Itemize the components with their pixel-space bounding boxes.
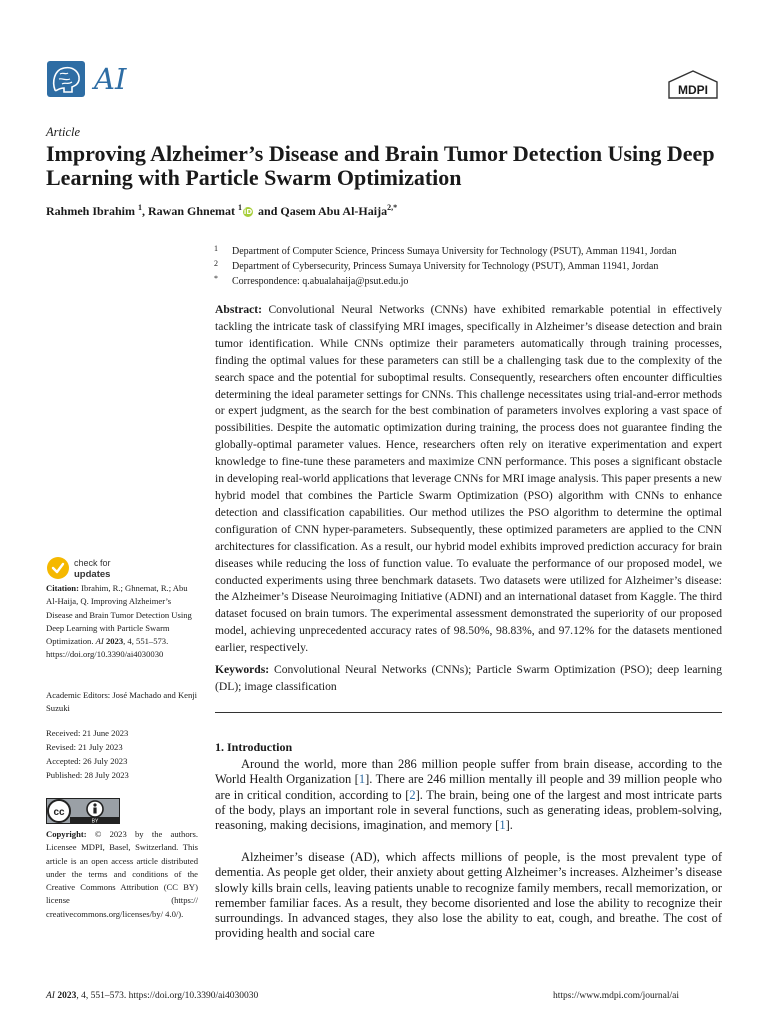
abstract [215, 302, 722, 657]
date-revised: Revised: 21 July 2023 [46, 742, 123, 752]
citation-link[interactable]: 1 [358, 772, 366, 787]
intro-paragraph: Alzheimer’s disease (AD), which affects millions of people, is the most prevalent type of dementia. As people get older, their anxiety about getting Alzheimer’s increases. Alzheimer’s disease slowly kills brain cells, leaving patients unable to recognize family members, recall memorization, or remember familiar faces. As a result, they become disoriented and lose the ability to recognize their surroundings. In advanced stages, they also lose the ability to eat, cough, and breathe. The cost of providing health and social care [215, 850, 722, 941]
intro-paragraph [215, 757, 722, 833]
footer-year: 2023 [57, 991, 77, 1001]
footer-citation [46, 991, 258, 1001]
affiliation-number: 1 [214, 244, 218, 253]
footer-journal: AI [46, 991, 55, 1001]
date-published: Published: 28 July 2023 [46, 770, 129, 780]
footer-journal-url[interactable]: https://www.mdpi.com/journal/ai [553, 991, 680, 1001]
copyright-text: © 2023 by the authors. Licensee MDPI, Basel, Switzerland. This article is an open access article distributed under the terms and conditions of the Creative Commons Attribution (CC BY) license (https:// creativecommons.org/licenses/by/ 4.0/). [46, 829, 198, 919]
affiliation-number: * [214, 274, 218, 283]
date-accepted: Accepted: 26 July 2023 [46, 756, 128, 766]
check-label-1: check for [74, 558, 111, 568]
correspondence-text: Correspondence: q.abualahaija@psut.edu.jo [232, 276, 409, 287]
author-name: Rawan Ghnemat [148, 204, 236, 218]
author-affiliation-number: 1 [138, 203, 143, 212]
section-divider [215, 712, 722, 713]
svg-text:cc: cc [53, 807, 65, 818]
orcid-icon[interactable]: iD [243, 208, 253, 216]
author-list: Rahmeh Ibrahim $^1$, Rawan Ghnemat $^1$ iD and Qasem Abu Al-Haija$^{2,*}$ [46, 203, 398, 218]
check-label-2: updates [74, 569, 111, 580]
academic-editors: Academic Editors: José Machado and Kenji Suzuki [46, 690, 198, 714]
paragraph-text: ]. The brain, being one of the largest and most intricate parts of the body, plays an important role in several functions, such as generating ideas, problem-solving, reasoning, making decisions, imagination, and memory [ [215, 787, 722, 833]
check-icon [47, 557, 69, 579]
copyright-label: Copyright: [46, 829, 87, 839]
abstract-text: Convolutional Neural Networks (CNNs) have exhibited remarkable potential in effectively tackling the intricate task of classifying MRI images, specifically in Alzheimer’s disease detection and brain tumor identification. While CNNs optimize their parameters automatically through training processes, finding the optimal values for these parameters can still be a challenging task due to the complexity of the search space and the potential for suboptimal results. Consequently, researchers often encounter difficulties determining the ideal parameter settings for CNNs. This challenge necessitates using trial-and-error methods or expert judgment, as the search for the best combination of parameters involves exploring a vast space of possibilities. Despite the automatic optimization during training, the process does not guarantee finding the globally-optimal parameter values. Hence, researchers often rely on iterative experimentation and expert knowledge to fine-tune these parameters and maximize CNN performance. This poses a significant obstacle in developing real-world applications that leverage CNNs for MRI image analysis. This paper presents a new hybrid model that combines the Particle Swarm Optimization (PSO) algorithm with CNNs to enhance detection and classification capabilities. Our method utilizes the PSO algorithm to determine the optimal configuration of CNN hyper-parameters. Subsequently, these optimized parameters are applied to the CNN architectures for classification. As a result, our hybrid model exhibits improved prediction accuracy for brain diseases while reducing the loss of function value. To evaluate the performance of our proposed model, we conducted experiments using three benchmark datasets. Two datasets were utilized for Alzheimer’s disease: the Alzheimer’s Disease Neuroimaging Initiative (ADNI) and an international dataset from Kaggle. The third dataset focused on brain tumors. The experimental assessment demonstrated the superiority of our proposed model, achieving unprecedented accuracy rates of 98.50%, 98.83%, and 97.12% for the datasets mentioned earlier, respectively. [215, 303, 722, 655]
citation-volume[interactable]: , 4, 551–573. https://doi.org/10.3390/ai4030030 [46, 636, 169, 660]
citation-journal: AI [95, 636, 104, 647]
citation-link[interactable]: 2 [409, 787, 416, 802]
keywords-label: Keywords: [215, 663, 270, 676]
citation-link[interactable]: 1 [499, 818, 506, 833]
mdpi-logo [664, 70, 722, 100]
paragraph-text: ]. There are 246 million mentally ill people and 39 million people who are in critical condition, according to [ [215, 772, 722, 802]
author-affiliation-number: 1 [238, 203, 243, 212]
author-affiliation-number: 2,* [387, 203, 398, 212]
citation-text: Ibrahim, R.; Ghnemat, R.; Abu Al-Haija, Q. Improving Alzheimer’s Disease and Brain Tumor Detection Using Deep Learning with Particle Swarm Optimization. [46, 583, 192, 647]
date-received: Received: 21 June 2023 [46, 728, 129, 738]
copyright-notice [46, 828, 198, 921]
affiliation-text: Department of Cybersecurity, Princess Sumaya University for Technology (PSUT), Amman 11941, Jordan [232, 261, 659, 272]
paragraph-text: ]. [505, 818, 513, 833]
abstract-label: Abstract: [215, 303, 263, 316]
citation-label: Citation: [46, 583, 79, 593]
section-heading: 1. Introduction [215, 740, 293, 754]
citation-year: 2023 [105, 636, 124, 647]
conjunction: and [258, 204, 278, 218]
journal-name: AI [94, 62, 127, 96]
author-name: Qasem Abu Al-Haija [280, 204, 388, 218]
journal-logo-brain-icon [46, 60, 86, 98]
citation-block [46, 582, 198, 662]
publisher-logo-text: MDPI [678, 83, 708, 97]
keywords [215, 662, 722, 696]
affiliation-number: 2 [214, 259, 218, 268]
author-name: Rahmeh Ibrahim [46, 204, 136, 218]
article-type: Article [46, 125, 81, 139]
cc-by-license-badge[interactable] [46, 798, 120, 824]
article-title: Improving Alzheimer’s Disease and Brain Tumor Detection Using Deep Learning with Particle Swarm Optimization [46, 141, 715, 190]
paragraph-text: Around the world, more than 286 million people suffer from brain disease, according to the World Health Organization [ [215, 757, 722, 787]
affiliation-text: Department of Computer Science, Princess Sumaya University for Technology (PSUT), Amman 11941, Jordan [232, 246, 677, 257]
check-for-updates-badge[interactable] [46, 555, 166, 581]
keywords-text: Convolutional Neural Networks (CNNs); Particle Swarm Optimization (PSO); deep learning (DL); image classification [215, 663, 723, 693]
cc-badge-label: BY [91, 818, 99, 824]
footer-doi[interactable]: , 4, 551–573. https://doi.org/10.3390/ai4030030 [76, 991, 259, 1001]
